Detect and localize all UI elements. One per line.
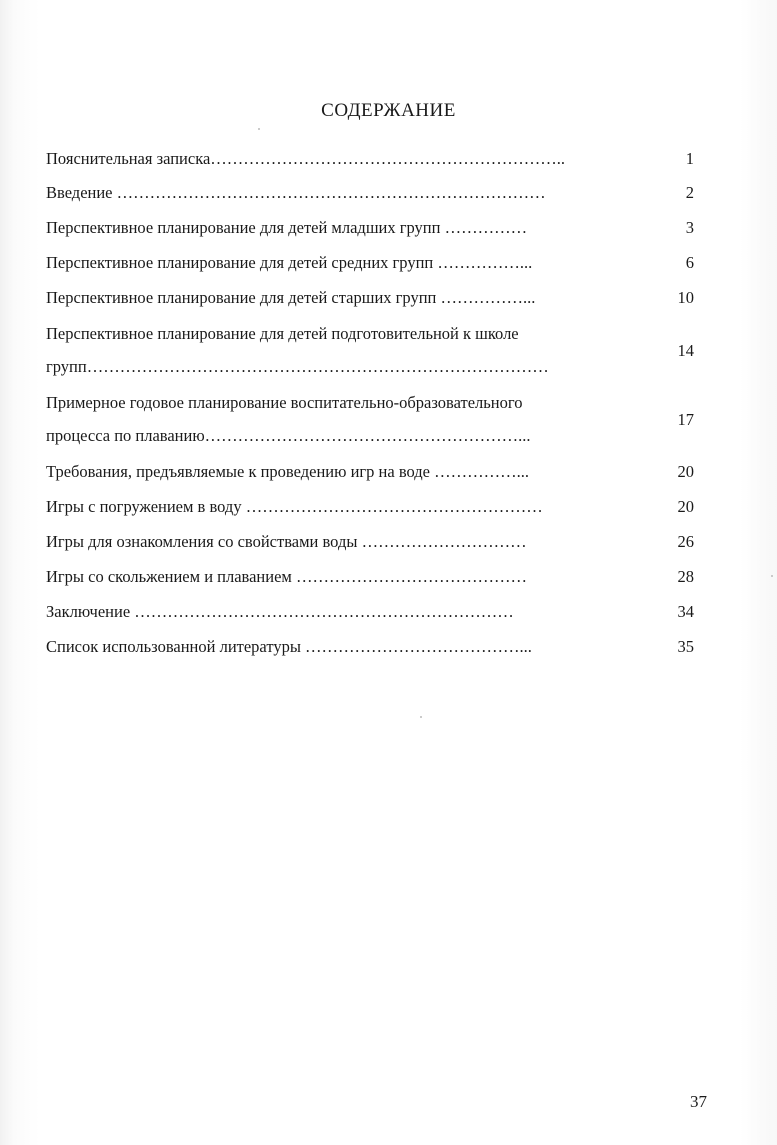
page-number: 37 xyxy=(690,1092,707,1111)
toc-entry-title xyxy=(46,317,646,383)
toc-entry xyxy=(46,560,694,593)
toc-entry-line: Заключение …………………………………………………………… xyxy=(46,602,514,621)
toc-entry-page: 6 xyxy=(685,253,694,272)
toc-entry-line: Перспективное планирование для детей старших групп ……………... xyxy=(46,288,536,307)
toc-entry-title xyxy=(46,525,646,558)
toc-entry-page: 20 xyxy=(677,462,694,481)
toc-entry-line: Введение …………………………………………………………………… xyxy=(46,183,546,202)
toc-entry-title xyxy=(46,211,646,244)
toc-entry-line: Перспективное планирование для детей подготовительной к школе xyxy=(46,324,519,343)
toc-entry-page: 28 xyxy=(677,567,694,586)
scan-speck xyxy=(771,575,773,577)
toc-entry-line: Требования, предъявляемые к проведению игр на воде ……………... xyxy=(46,462,529,481)
toc-entry xyxy=(46,455,694,488)
toc-entry-line: Пояснительная записка……………………………………………………….. xyxy=(46,149,566,168)
toc-entry-line: Игры для ознакомления со свойствами воды ………………………… xyxy=(46,532,527,551)
toc-entry-page: 35 xyxy=(677,637,694,656)
toc-title: СОДЕРЖАНИЕ xyxy=(321,100,456,121)
toc-entry xyxy=(46,386,694,452)
toc-entry-title xyxy=(46,630,646,663)
toc-entry-line: Перспективное планирование для детей средних групп ……………... xyxy=(46,253,533,272)
toc-entry xyxy=(46,595,694,628)
toc-entry-line: Игры с погружением в воду ……………………………………………… xyxy=(46,497,543,516)
toc-entry-page: 17 xyxy=(677,409,694,429)
toc-entry-line: Перспективное планирование для детей младших групп …………… xyxy=(46,218,528,237)
toc-entry-line: Игры со скольжением и плаванием …………………………………… xyxy=(46,567,527,586)
toc-entry-title xyxy=(46,455,646,488)
scan-speck xyxy=(420,716,422,718)
toc-entry-title xyxy=(46,246,646,279)
toc-entry-title xyxy=(46,386,646,452)
toc-entry-title xyxy=(46,142,646,175)
toc-entry-page: 3 xyxy=(685,218,694,237)
toc-entry-page: 34 xyxy=(677,602,694,621)
toc-entry xyxy=(46,317,694,383)
toc-entry xyxy=(46,211,694,244)
toc-entry xyxy=(46,281,694,314)
toc-entry-title xyxy=(46,281,646,314)
toc-entry-title xyxy=(46,560,646,593)
toc-entry xyxy=(46,525,694,558)
toc-entry-page: 1 xyxy=(685,149,694,168)
toc-entry-line: групп………………………………………………………………………… xyxy=(46,357,549,376)
toc-entry-page: 26 xyxy=(677,532,694,551)
toc-entry xyxy=(46,630,694,663)
scan-speck xyxy=(258,128,260,130)
toc-entry xyxy=(46,142,694,175)
toc-entry-line: Примерное годовое планирование воспитательно-образовательного xyxy=(46,393,523,412)
toc-entry-line: Список использованной литературы …………………………………... xyxy=(46,637,532,656)
toc-entry-line: процесса по плаванию…………………………………………………... xyxy=(46,426,531,445)
toc-entry-page: 20 xyxy=(677,497,694,516)
toc-entry xyxy=(46,176,694,209)
toc-entry xyxy=(46,490,694,523)
toc-entry xyxy=(46,246,694,279)
toc-entry-page: 10 xyxy=(677,288,694,307)
toc-entry-page: 14 xyxy=(677,340,694,360)
toc-entry-title xyxy=(46,176,646,209)
toc-entry-title xyxy=(46,595,646,628)
toc-entry-title xyxy=(46,490,646,523)
toc-entry-page: 2 xyxy=(685,183,694,202)
